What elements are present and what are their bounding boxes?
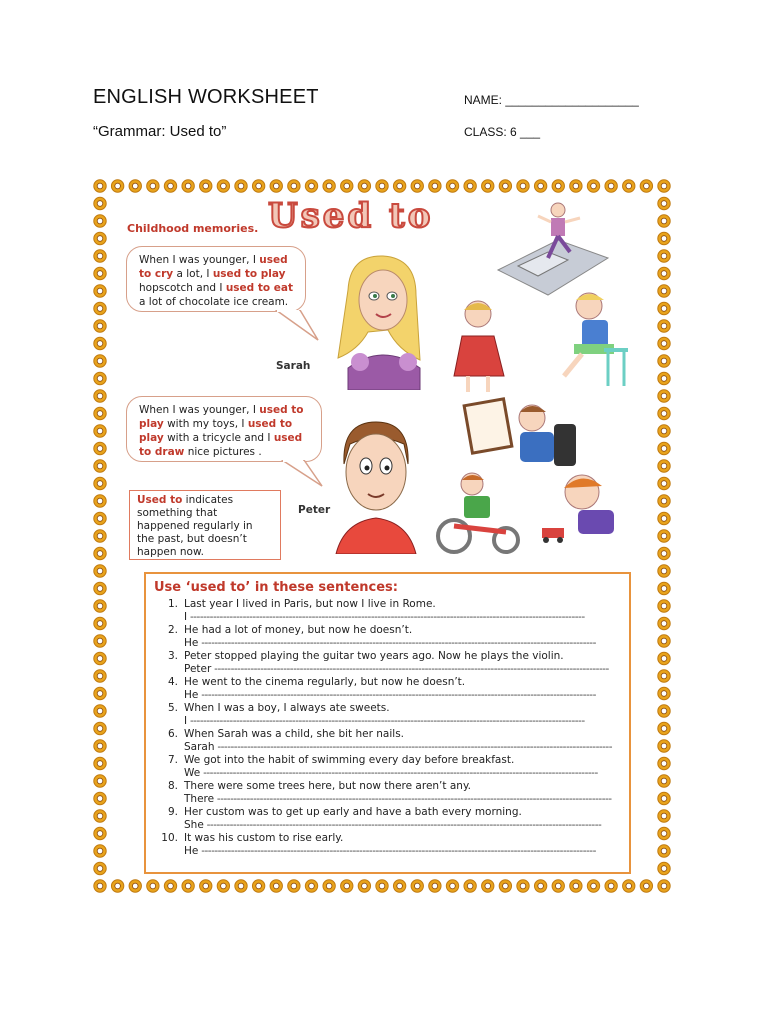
answer-starter: He xyxy=(184,637,199,649)
flower-icon xyxy=(605,880,617,892)
exercise-question: Her custom was to get up early and have a bath every morning. xyxy=(184,806,522,818)
flower-icon xyxy=(658,215,670,227)
flower-icon xyxy=(147,180,159,192)
flower-icon xyxy=(94,757,106,769)
flower-icon xyxy=(94,197,106,209)
flower-icon xyxy=(517,880,529,892)
flower-icon xyxy=(94,775,106,787)
flower-icon xyxy=(393,180,405,192)
flower-icon xyxy=(341,880,353,892)
flower-icon xyxy=(147,880,159,892)
flower-icon xyxy=(94,425,106,437)
flower-icon xyxy=(323,880,335,892)
boy-playing-toys-illustration xyxy=(538,470,634,554)
exercise-number: 4. xyxy=(167,676,178,688)
peter-bubble-tail xyxy=(278,460,328,490)
flower-icon xyxy=(446,180,458,192)
flower-icon xyxy=(94,565,106,577)
answer-starter: I xyxy=(184,715,188,727)
exercise-number: 2. xyxy=(167,624,178,636)
answer-starter: She xyxy=(184,819,204,831)
flower-icon xyxy=(658,600,670,612)
flower-icon xyxy=(94,705,106,717)
exercise-number: 10. xyxy=(161,832,178,844)
flower-icon xyxy=(94,267,106,279)
answer-line[interactable] xyxy=(154,663,621,676)
header-subtitle: “Grammar: Used to” xyxy=(93,123,227,140)
flower-icon xyxy=(411,180,423,192)
crying-girl-illustration xyxy=(442,296,522,396)
exercise-question: Last year I lived in Paris, but now I live in Rome. xyxy=(184,598,436,610)
flower-icon xyxy=(94,600,106,612)
flower-icon xyxy=(94,477,106,489)
exercise-number: 8. xyxy=(167,780,178,792)
flower-icon xyxy=(658,670,670,682)
flower-icon xyxy=(94,372,106,384)
flower-icon xyxy=(411,880,423,892)
flower-icon xyxy=(94,530,106,542)
exercise-item xyxy=(154,676,621,702)
peter-illustration xyxy=(324,414,424,554)
flower-icon xyxy=(658,547,670,559)
exercise-item xyxy=(154,728,621,754)
flower-icon xyxy=(658,722,670,734)
flower-icon xyxy=(658,880,670,892)
flower-icon xyxy=(252,180,264,192)
exercise-question: When I was a boy, I always ate sweets. xyxy=(184,702,390,714)
flower-icon xyxy=(587,180,599,192)
flower-icon xyxy=(94,320,106,332)
flower-icon xyxy=(658,372,670,384)
flower-icon xyxy=(94,337,106,349)
flower-icon xyxy=(658,320,670,332)
flower-icon xyxy=(623,180,635,192)
sarah-speech-bubble: When I was younger, I used to cry a lot, I used to play hopscotch and I used to eat a lot of chocolate ice cream. xyxy=(126,246,306,312)
flower-icon xyxy=(94,407,106,419)
flower-icon xyxy=(464,180,476,192)
flower-icon xyxy=(94,285,106,297)
exercise-box xyxy=(144,572,631,874)
boy-tricycle-illustration xyxy=(432,470,528,560)
flower-icon xyxy=(94,512,106,524)
flower-icon xyxy=(200,180,212,192)
name-field-label: NAME: ____________________ xyxy=(464,93,639,107)
flower-icon xyxy=(640,180,652,192)
answer-blank: ------------------------------------------------------------------------------------------------------------------------ xyxy=(214,793,612,805)
flower-icon xyxy=(270,180,282,192)
flower-icon xyxy=(517,180,529,192)
exercise-question: He had a lot of money, but now he doesn’t. xyxy=(184,624,413,636)
flower-icon xyxy=(570,880,582,892)
exercise-list xyxy=(154,598,621,858)
answer-line[interactable] xyxy=(154,819,621,832)
flower-icon xyxy=(235,180,247,192)
flower-icon xyxy=(129,180,141,192)
exercise-question: It was his custom to rise early. xyxy=(184,832,344,844)
flower-icon xyxy=(658,250,670,262)
flower-icon xyxy=(94,215,106,227)
answer-line[interactable] xyxy=(154,845,621,858)
exercise-item xyxy=(154,624,621,650)
flower-icon xyxy=(358,180,370,192)
peter-speech-bubble: When I was younger, I used to play with my toys, I used to play with a tricycle and I used to draw nice pictures . xyxy=(126,396,322,462)
exercise-item xyxy=(154,780,621,806)
flower-icon xyxy=(552,180,564,192)
flower-icon xyxy=(499,880,511,892)
answer-line[interactable] xyxy=(154,767,621,780)
flower-icon xyxy=(658,757,670,769)
flower-icon xyxy=(252,880,264,892)
exercise-question: When Sarah was a child, she bit her nails. xyxy=(184,728,404,740)
exercise-item xyxy=(154,650,621,676)
exercise-item xyxy=(154,754,621,780)
answer-starter: He xyxy=(184,689,199,701)
flower-icon xyxy=(182,180,194,192)
flower-icon xyxy=(164,180,176,192)
flower-icon xyxy=(94,740,106,752)
flower-icon xyxy=(288,880,300,892)
answer-blank: ------------------------------------------------------------------------------------------------------------------------ xyxy=(198,845,596,857)
answer-starter: There xyxy=(184,793,215,805)
flower-icon xyxy=(658,775,670,787)
answer-starter: I xyxy=(184,611,188,623)
flower-icon xyxy=(94,460,106,472)
answer-line[interactable] xyxy=(154,715,621,728)
flower-icon xyxy=(94,810,106,822)
header-title: ENGLISH WORKSHEET xyxy=(93,86,319,108)
answer-starter: We xyxy=(184,767,201,779)
flower-icon xyxy=(482,880,494,892)
flower-icon xyxy=(658,267,670,279)
flower-icon xyxy=(658,232,670,244)
answer-starter: He xyxy=(184,845,199,857)
exercise-number: 7. xyxy=(167,754,178,766)
flower-icon xyxy=(658,460,670,472)
flower-icon xyxy=(305,880,317,892)
flower-icon xyxy=(358,880,370,892)
flower-icon xyxy=(640,880,652,892)
flower-icon xyxy=(217,880,229,892)
flower-icon xyxy=(534,180,546,192)
exercise-item xyxy=(154,806,621,832)
flower-icon xyxy=(658,442,670,454)
flower-icon xyxy=(658,792,670,804)
flower-icon xyxy=(658,407,670,419)
flower-icon xyxy=(393,880,405,892)
answer-blank: ------------------------------------------------------------------------------------------------------------------------ xyxy=(187,611,585,623)
flower-icon xyxy=(164,880,176,892)
flower-icon xyxy=(376,180,388,192)
flower-icon xyxy=(658,390,670,402)
flower-icon xyxy=(94,862,106,874)
flower-icon xyxy=(658,530,670,542)
flower-icon xyxy=(658,705,670,717)
exercise-number: 1. xyxy=(167,598,178,610)
flower-icon xyxy=(658,512,670,524)
flower-icon xyxy=(94,355,106,367)
flower-icon xyxy=(446,880,458,892)
flower-icon xyxy=(658,302,670,314)
answer-blank: ------------------------------------------------------------------------------------------------------------------------ xyxy=(200,767,598,779)
flower-icon xyxy=(94,582,106,594)
flower-icon xyxy=(658,285,670,297)
flower-icon xyxy=(111,880,123,892)
flower-icon xyxy=(570,180,582,192)
flower-icon xyxy=(217,180,229,192)
flower-icon xyxy=(94,670,106,682)
flower-icon xyxy=(94,232,106,244)
sarah-bubble-tail xyxy=(272,310,322,344)
flower-icon xyxy=(323,180,335,192)
flower-icon xyxy=(94,880,106,892)
flower-icon xyxy=(658,197,670,209)
flower-icon xyxy=(658,425,670,437)
answer-line[interactable] xyxy=(154,637,621,650)
exercise-title: Use ‘used to’ in these sentences: xyxy=(154,580,398,595)
sarah-label: Sarah xyxy=(276,360,311,372)
exercise-number: 5. xyxy=(167,702,178,714)
exercise-question: There were some trees here, but now there aren’t any. xyxy=(184,780,471,792)
answer-blank: ------------------------------------------------------------------------------------------------------------------------ xyxy=(203,819,602,831)
flower-icon xyxy=(658,477,670,489)
flower-icon xyxy=(658,740,670,752)
answer-starter: Sarah xyxy=(184,741,215,753)
flower-icon xyxy=(499,180,511,192)
sarah-illustration xyxy=(328,250,428,390)
flower-icon xyxy=(605,180,617,192)
worksheet-frame xyxy=(92,178,672,894)
flower-icon xyxy=(94,722,106,734)
flower-icon xyxy=(658,495,670,507)
rule-explanation-box: Used to indicates something that happened regularly in the past, but doesn’t happen now. xyxy=(129,490,281,560)
flower-icon xyxy=(658,565,670,577)
exercise-number: 9. xyxy=(167,806,178,818)
flower-icon xyxy=(623,880,635,892)
exercise-number: 6. xyxy=(167,728,178,740)
flower-icon xyxy=(94,250,106,262)
peter-label: Peter xyxy=(298,504,331,516)
flower-icon xyxy=(658,180,670,192)
flower-icon xyxy=(235,880,247,892)
flower-icon xyxy=(94,635,106,647)
answer-blank: ------------------------------------------------------------------------------------------------------------------------ xyxy=(198,637,596,649)
answer-line[interactable] xyxy=(154,741,621,754)
exercise-item xyxy=(154,702,621,728)
flower-icon xyxy=(94,827,106,839)
flower-icon xyxy=(94,302,106,314)
flower-icon xyxy=(182,880,194,892)
flower-icon xyxy=(482,180,494,192)
flower-icon xyxy=(94,180,106,192)
exercise-number: 3. xyxy=(167,650,178,662)
flower-icon xyxy=(658,355,670,367)
class-field-label: CLASS: 6 ___ xyxy=(464,125,541,139)
answer-line[interactable] xyxy=(154,793,621,806)
flower-icon xyxy=(429,880,441,892)
flower-icon xyxy=(94,547,106,559)
flower-icon xyxy=(587,880,599,892)
flower-icon xyxy=(552,880,564,892)
flower-icon xyxy=(111,180,123,192)
boy-drawing-illustration xyxy=(462,396,582,472)
girl-eating-illustration xyxy=(534,286,634,396)
exercise-question: We got into the habit of swimming every day before breakfast. xyxy=(184,754,515,766)
answer-line[interactable] xyxy=(154,611,621,624)
flower-icon xyxy=(94,687,106,699)
flower-icon xyxy=(305,180,317,192)
exercise-item xyxy=(154,832,621,858)
flower-icon xyxy=(658,845,670,857)
flower-icon xyxy=(94,495,106,507)
flower-icon xyxy=(94,390,106,402)
flower-icon xyxy=(658,862,670,874)
flower-icon xyxy=(94,442,106,454)
flower-icon xyxy=(658,827,670,839)
section-title: Childhood memories. xyxy=(127,222,259,235)
answer-blank: ------------------------------------------------------------------------------------------------------------------------ xyxy=(187,715,585,727)
answer-blank: ------------------------------------------------------------------------------------------------------------------------ xyxy=(198,689,596,701)
flower-icon xyxy=(94,792,106,804)
flower-icon xyxy=(94,845,106,857)
flower-icon xyxy=(658,635,670,647)
flower-icon xyxy=(341,180,353,192)
flower-icon xyxy=(658,652,670,664)
flower-icon xyxy=(429,180,441,192)
flower-icon xyxy=(129,880,141,892)
flower-icon xyxy=(464,880,476,892)
answer-starter: Peter xyxy=(184,663,212,675)
flower-icon xyxy=(94,652,106,664)
answer-blank: ------------------------------------------------------------------------------------------------------------------------ xyxy=(214,741,613,753)
exercise-question: Peter stopped playing the guitar two years ago. Now he plays the violin. xyxy=(184,650,564,662)
answer-line[interactable] xyxy=(154,689,621,702)
flower-icon xyxy=(200,880,212,892)
worksheet-title: Used to xyxy=(268,196,434,236)
exercise-question: He went to the cinema regularly, but now he doesn’t. xyxy=(184,676,466,688)
flower-icon xyxy=(658,810,670,822)
flower-icon xyxy=(534,880,546,892)
flower-icon xyxy=(658,582,670,594)
flower-icon xyxy=(376,880,388,892)
exercise-item xyxy=(154,598,621,624)
flower-icon xyxy=(658,617,670,629)
flower-icon xyxy=(658,687,670,699)
flower-icon xyxy=(94,617,106,629)
flower-icon xyxy=(288,180,300,192)
flower-icon xyxy=(270,880,282,892)
flower-icon xyxy=(658,337,670,349)
answer-blank: ------------------------------------------------------------------------------------------------------------------------ xyxy=(211,663,609,675)
